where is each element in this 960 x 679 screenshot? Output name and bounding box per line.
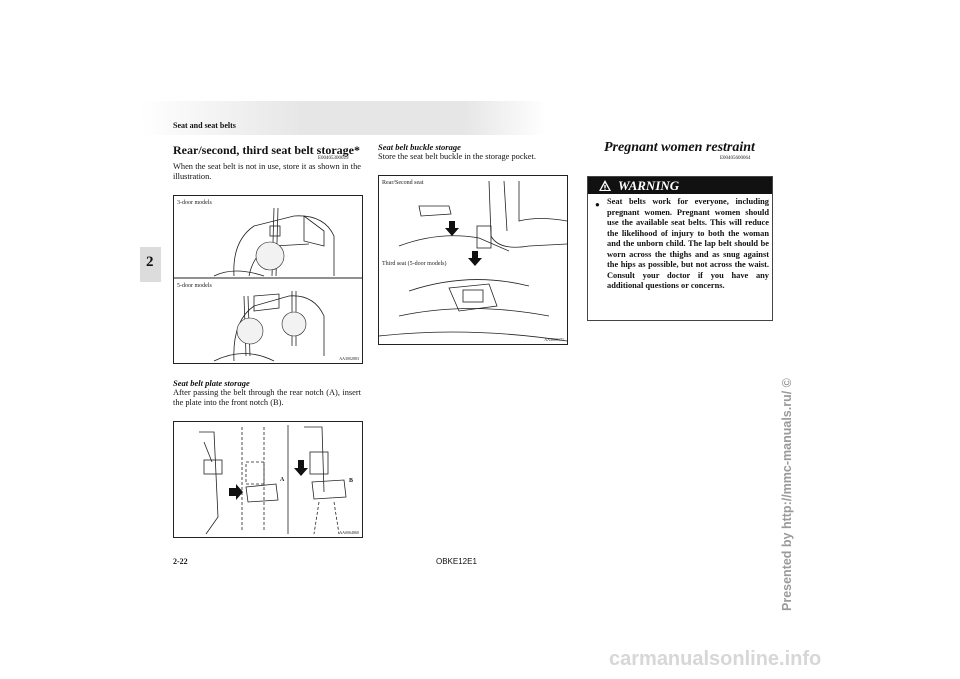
label-third-seat: Third seat (5-door models)	[382, 261, 447, 267]
chapter-tab	[140, 247, 161, 282]
label-notch-a: A	[280, 477, 285, 483]
warning-bullet: ●	[595, 200, 600, 209]
chapter-number: 2	[146, 254, 154, 270]
figure-id: AA3000171	[544, 337, 564, 342]
warning-text: Seat belts work for everyone, including pregnant women. Pregnant women should use the available seat belts. This will reduce the likelihood of injury to both the woman and the unborn child. The lap belt should be worn across the thighs and as snug against the hips as possible, but not across the waist. Consult your doctor if you have any additional questions or concerns.	[607, 197, 769, 290]
label-5-door: 5-door models	[177, 283, 212, 289]
figure-plate-storage	[173, 421, 363, 538]
heading-plate-storage: Seat belt plate storage	[173, 378, 250, 388]
section-code: E00405300029	[318, 156, 349, 161]
plate-storage-illustration	[174, 422, 362, 537]
plate-paragraph: After passing the belt through the rear notch (A), insert the plate into the front notch (B).	[173, 388, 361, 407]
page-number: 2-22	[173, 557, 188, 566]
heading-seat-belt-storage: Rear/second, third seat belt storage*	[173, 143, 360, 157]
bottom-watermark: carmanualsonline.info	[609, 648, 822, 670]
heading-pregnant-women: Pregnant women restraint	[604, 140, 755, 155]
figure-buckle-storage	[378, 175, 568, 345]
warning-triangle-icon	[598, 179, 612, 192]
label-notch-b: B	[349, 478, 354, 484]
warning-header	[588, 177, 772, 194]
buckle-storage-illustration	[379, 176, 567, 344]
page-header-band	[140, 101, 546, 135]
section-code: E00405600064	[720, 156, 751, 161]
figure-id: AA0064860	[339, 530, 359, 535]
label-3-door: 3-door models	[177, 200, 212, 206]
vertical-watermark: Presented by http://mmc-manuals.ru/ ©	[780, 378, 794, 611]
figure-belt-storage	[173, 195, 363, 364]
heading-buckle-storage: Seat belt buckle storage	[378, 142, 461, 152]
document-id: OBKE12E1	[436, 557, 477, 566]
buckle-paragraph: Store the seat belt buckle in the storage pocket.	[378, 152, 536, 161]
warning-box	[587, 176, 773, 321]
intro-paragraph: When the seat belt is not in use, store it as shown in the illustration.	[173, 162, 361, 181]
warning-title: WARNING	[618, 178, 680, 193]
label-rear-second-seat: Rear/Second seat	[382, 180, 424, 186]
section-title: Seat and seat belts	[173, 121, 236, 130]
figure-id: AA3002883	[339, 356, 359, 361]
belt-storage-illustration	[174, 196, 362, 363]
